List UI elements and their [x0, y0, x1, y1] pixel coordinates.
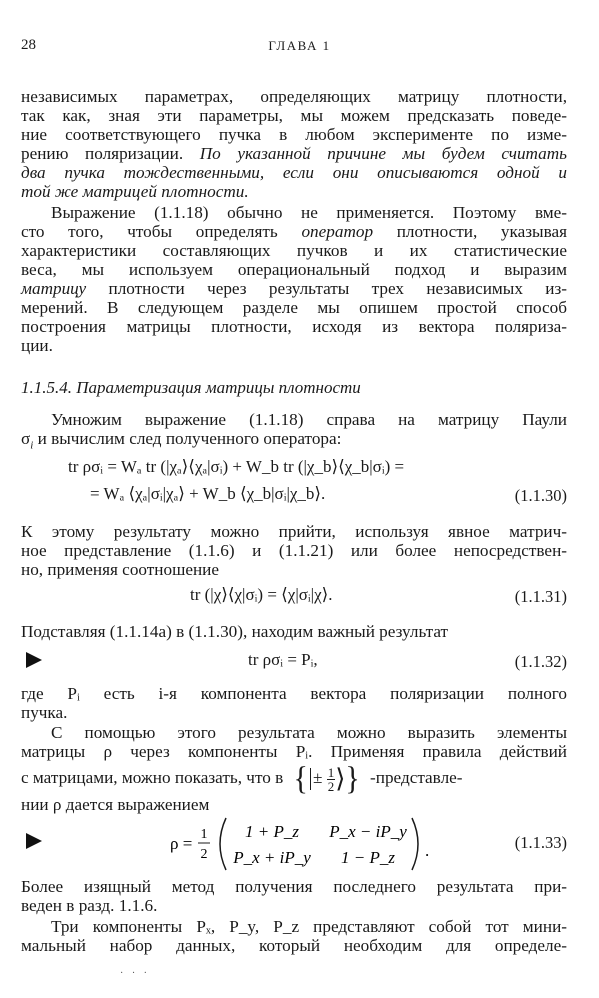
key-result-marker-icon: [26, 652, 42, 668]
text-line: Подставляя (1.1.14а) в (1.1.30), находим важный результат: [21, 622, 449, 641]
text-line: где Pᵢ есть i-я компонента вектора поляризации полного: [21, 684, 567, 703]
equation-number: (1.1.32): [514, 652, 567, 671]
italic-fragment: два пучка тождественными, если они описываются одной и: [21, 163, 567, 182]
chapter-header: ГЛАВА 1: [268, 38, 331, 53]
text-line: [21, 163, 567, 182]
text-line: независимых параметрах, определяющих матрицу плотности,: [21, 87, 567, 106]
text-line: К этому результату можно прийти, используя явное матрич-: [21, 522, 567, 541]
equation-number: (1.1.33): [514, 833, 567, 852]
text-line: [21, 279, 567, 298]
paragraph-9: [21, 917, 567, 955]
paragraph-1: [21, 87, 567, 201]
formula-dot: .: [425, 841, 430, 860]
text-line: Умножим выражение (1.1.18) справа на матрицу Паули: [51, 410, 567, 429]
text-line: [21, 182, 567, 201]
fraction-denominator: 2: [327, 778, 335, 794]
paragraph-8: [21, 877, 567, 915]
equation-1-1-32: tr ρσᵢ = Pᵢ,: [248, 650, 318, 669]
text-line: пучка.: [21, 703, 68, 722]
text-fragment: -представле-: [370, 768, 463, 787]
inline-basis-set: { ± $\frac{1}{2}$ ⟩}: [293, 760, 360, 797]
text-line: ное представление (1.1.6) и (1.1.21) или более непосредствен-: [21, 541, 567, 560]
text-line: Более изящный метод получения последнего результата при-: [21, 877, 567, 896]
text-fragment: плотности через результаты трех независимых из-: [108, 279, 567, 298]
paragraph-3: [21, 410, 567, 455]
text-line: [21, 761, 567, 795]
scan-artifact: · · ·: [120, 968, 150, 979]
fraction-denominator: 2: [200, 847, 208, 862]
equation-1-1-31: tr (|χ⟩⟨χ|σᵢ) = ⟨χ|σᵢ|χ⟩.: [190, 585, 333, 604]
text-line: построения матрицы плотности, исходя из вектора поляриза-: [21, 317, 567, 336]
italic-fragment: По указанной причине мы будем считать: [199, 144, 568, 163]
text-line: веса, мы используем операциональный подход и выразим: [21, 260, 567, 279]
fraction-numerator: 1: [327, 764, 335, 780]
key-result-marker-icon: [26, 833, 42, 849]
text-line: Три компоненты Pₓ, P_y, P_z представляют собой тот мини-: [51, 917, 567, 936]
right-paren: [412, 818, 418, 870]
text-line: мальный набор данных, который необходим для определе-: [21, 936, 567, 955]
text-line: ние соответствующего пучка в любом эксперименте по изме-: [21, 125, 567, 144]
text-line: $\sigma_i$ и вычислим след полученного оператора:: [21, 429, 342, 452]
fraction-numerator: 1: [200, 827, 208, 842]
page-number: 28: [21, 37, 36, 53]
equation-1-1-30-line-2: = Wₐ ⟨χₐ|σᵢ|χₐ⟩ + W_b ⟨χ_b|σᵢ|χ_b⟩.: [90, 484, 326, 503]
paragraph-4: [21, 522, 567, 579]
text-line: характеристики составляющих пучков и их статистические: [21, 241, 567, 260]
text-fragment: с матрицами, можно показать, что в: [21, 768, 284, 787]
matrix-element: 1 − P_z: [341, 848, 395, 867]
text-line: Выражение (1.1.18) обычно не применяется. Поэтому вме-: [51, 203, 567, 222]
matrix-element: 1 + P_z: [245, 822, 299, 841]
text-line: веден в разд. 1.1.6.: [21, 896, 158, 915]
equation-number: (1.1.31): [514, 587, 567, 606]
matrix-element: P_x − iP_y: [329, 822, 407, 841]
density-matrix-formula: [170, 816, 460, 872]
section-heading: 1.1.5.4. Параметризация матрицы плотности: [21, 378, 361, 397]
text-line: [21, 144, 567, 163]
text-line: так как, зная эти параметры, мы можем предсказать поведе-: [21, 106, 567, 125]
text-fragment: сто того, чтобы определять: [21, 222, 278, 241]
equation-1-1-30-line-1: tr ρσᵢ = Wₐ tr (|χₐ⟩⟨χₐ|σᵢ) + W_b tr (|χ_b⟩⟨χ_b|σᵢ) =: [68, 457, 405, 476]
text-fragment: рению поляризации.: [21, 144, 184, 163]
text-line: матрицы ρ через компоненты Pᵢ. Применяя правила действий: [21, 742, 567, 761]
paragraph-6: [21, 684, 567, 722]
text-line: нии ρ дается выражением: [21, 795, 210, 814]
equation-1-1-33: [170, 816, 460, 877]
text-fragment: плотности, указывая: [396, 222, 567, 241]
paragraph-2: [21, 203, 567, 355]
text-line: мерений. В следующем разделе мы опишем простой способ: [21, 298, 567, 317]
sigma-symbol: σ: [21, 429, 31, 448]
italic-fragment: той же матрицей плотности.: [21, 182, 249, 201]
left-paren: [220, 818, 226, 870]
text-line: [21, 222, 567, 241]
text-line: ции.: [21, 336, 53, 355]
italic-fragment: матрицу: [21, 279, 87, 298]
paragraph-7: [21, 723, 567, 814]
equation-number: (1.1.30): [514, 486, 567, 505]
paragraph-5: [21, 622, 567, 641]
matrix-element: P_x + iP_y: [233, 848, 311, 867]
plus-minus-sign: ±: [312, 768, 323, 787]
text-fragment: и вычислим след полученного оператора:: [37, 429, 342, 448]
text-line: но, применяя соотношение: [21, 560, 219, 579]
italic-fragment: оператор: [301, 222, 374, 241]
text-line: С помощью этого результата можно выразить элементы: [51, 723, 567, 742]
formula-lhs: ρ =: [170, 834, 193, 853]
